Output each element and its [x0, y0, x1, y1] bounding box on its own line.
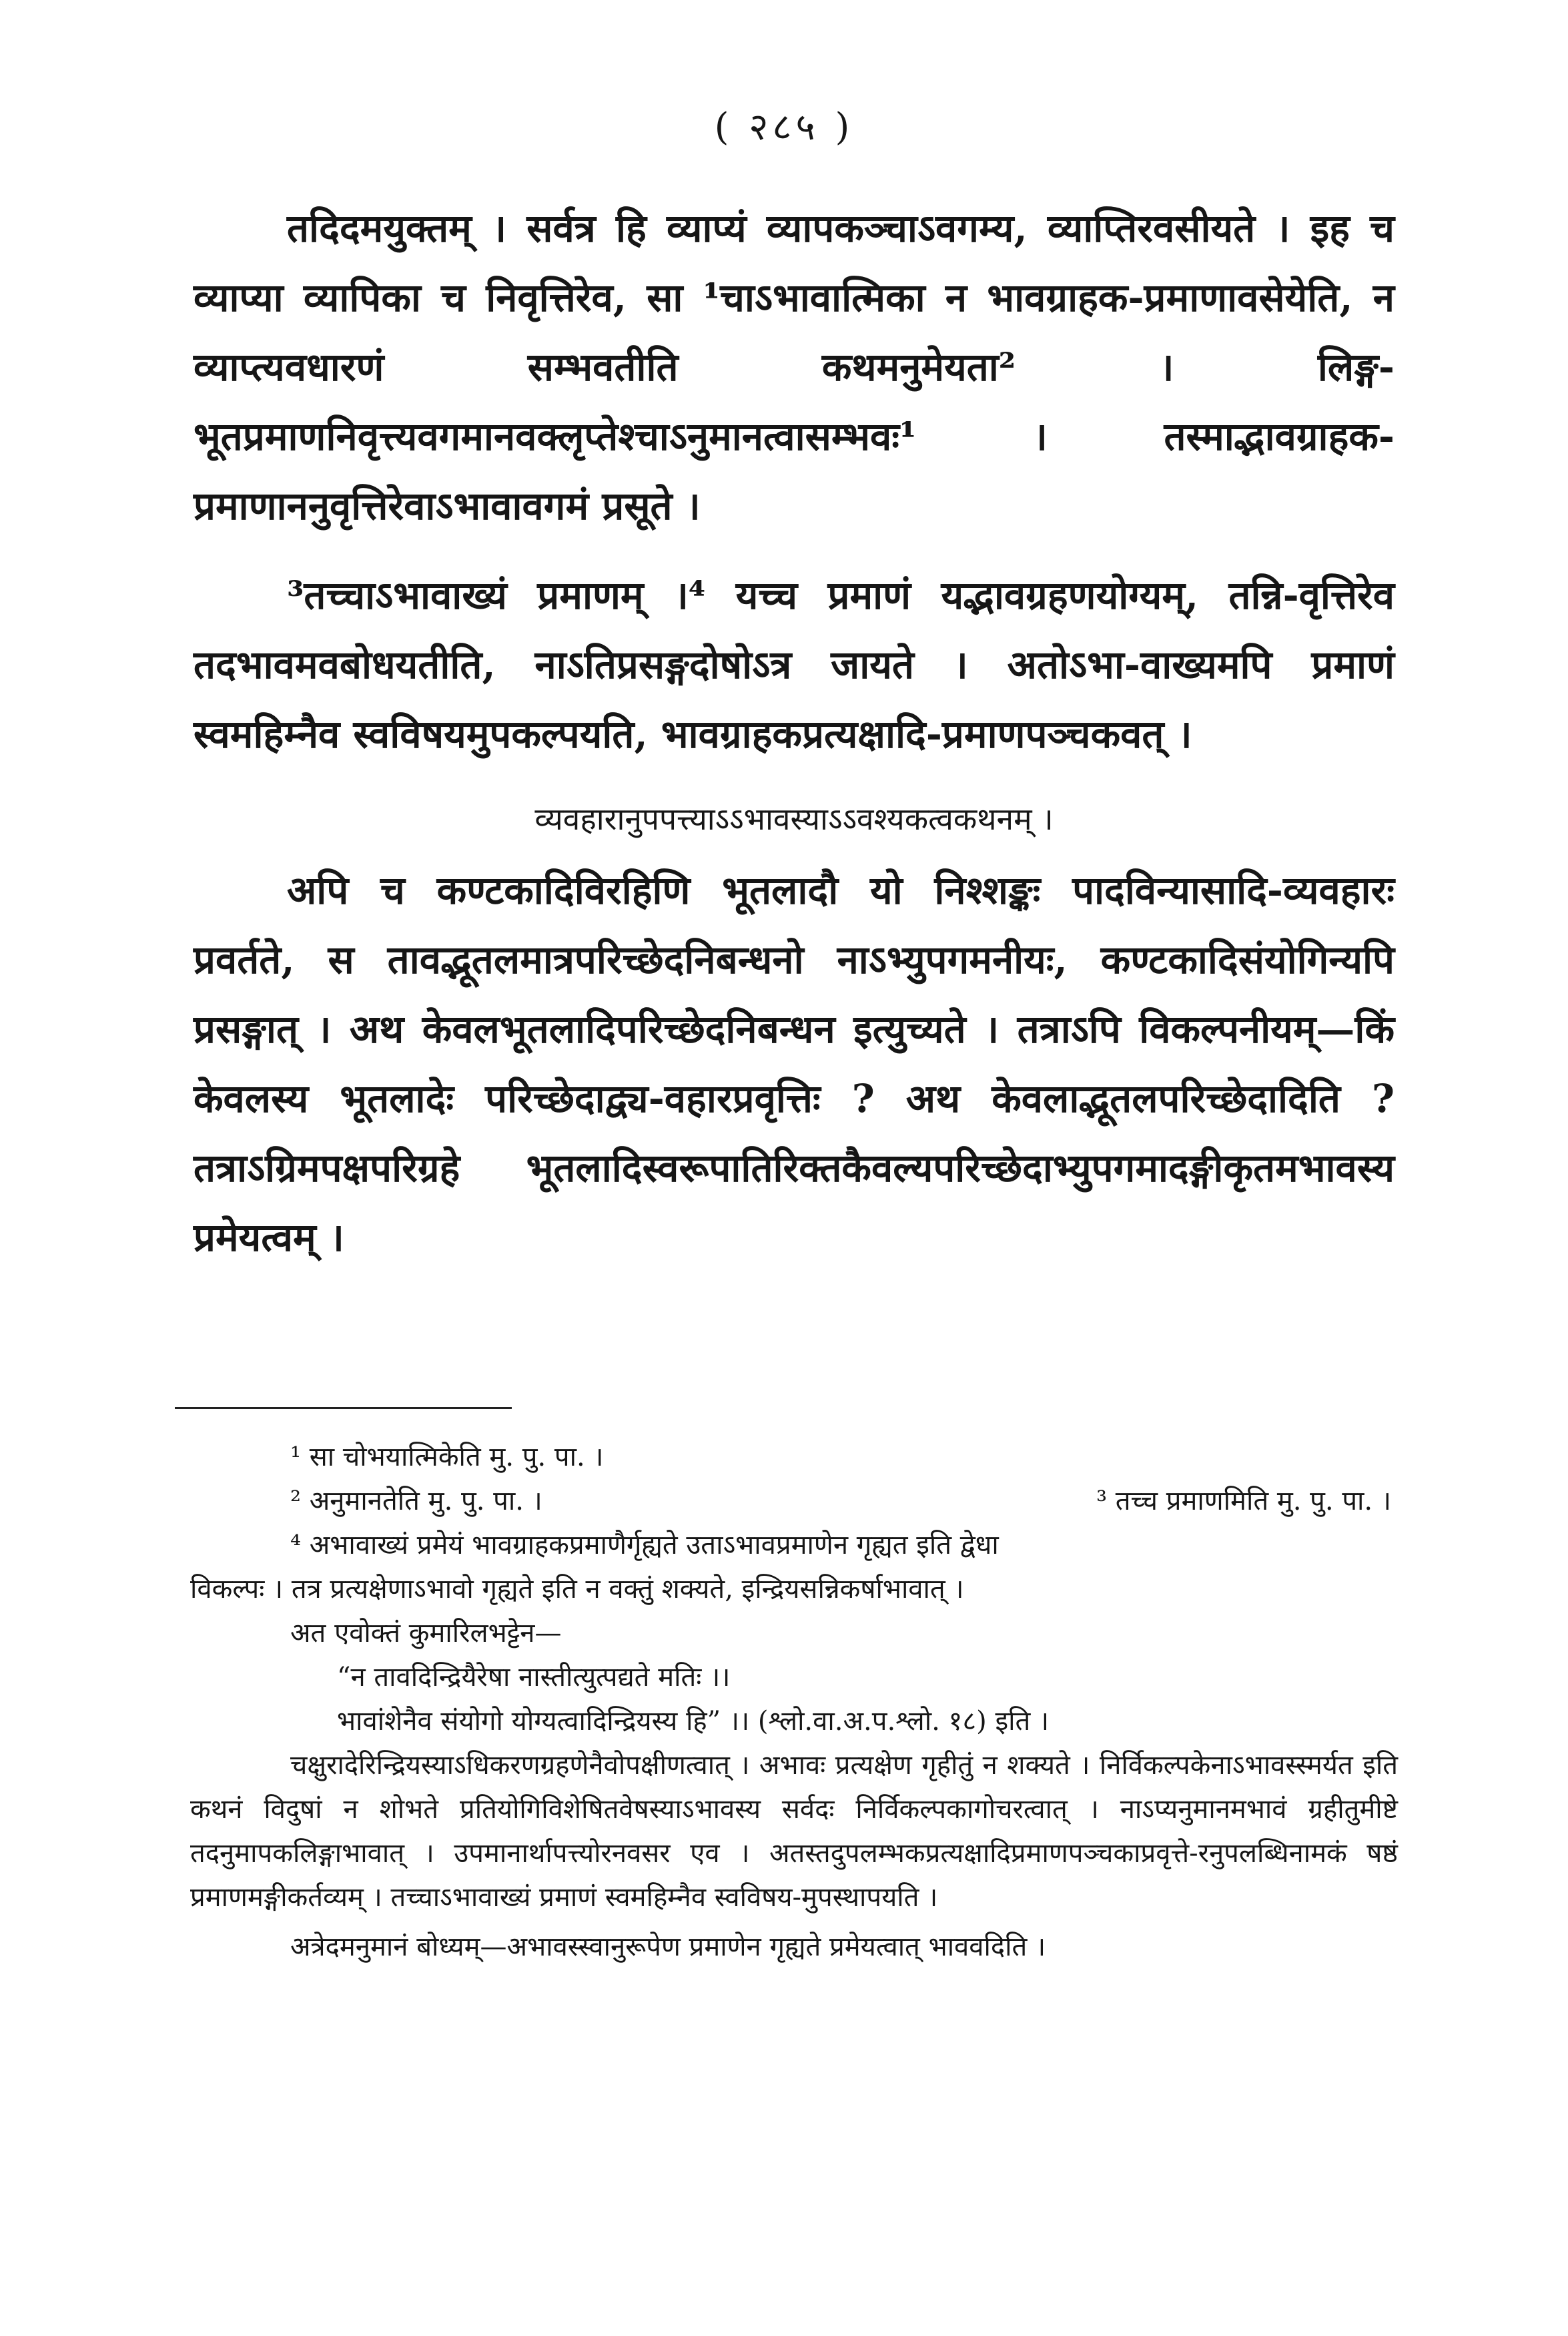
footnote-verse-2: भावांशेनैव संयोगो योग्यत्वादिन्द्रियस्य हि” ।। (श्लो.वा.अ.प.श्लो. १८) इति । — [337, 1706, 1050, 1737]
footnote-3: ³ तच्च प्रमाणमिति मु. पु. पा. । — [1096, 1486, 1391, 1516]
footnote-4-continuation: विकल्पः । तत्र प्रत्यक्षेणाऽभावो गृह्यते इति न वक्तुं शक्यते, इन्द्रियसन्निकर्षाभावात् । — [190, 1574, 964, 1604]
footnote-4-intro: अत एवोक्तं कुमारिलभट्टेन— — [290, 1618, 562, 1649]
footnote-1: ¹ सा चोभयात्मिकेति मु. पु. पा. । — [290, 1442, 604, 1472]
footnote-4-paragraph: चक्षुरादेरिन्द्रियस्याऽधिकरणग्रहणेनैवोपक्षीणत्वात् । अभावः प्रत्यक्षेण गृहीतुं न शक्यते । निर्विकल्पकेनाऽभावस्स्मर्यत इति कथनं विदुषां न शोभते प्रतियोगिविशेषितवेषस्याऽभावस्य सर्वदः निर्विकल्पकागोचरत्वात् । नाऽप्यनुमानमभावं ग्रहीतुमीष्टे तदनुमापकलिङ्गाभावात् । उपमानार्थापत्त्योरनवसर एव । अतस्तदुपलम्भकप्रत्यक्षादिप्रमाणपञ्चकाप्रवृत्ते-रनुपलब्धिनामकं षष्ठं प्रमाणमङ्गीकर्तव्यम् । तच्चाऽभावाख्यं प्रमाणं स्वमहिम्नैव स्वविषय-मुपस्थापयति । — [190, 1750, 1398, 1913]
main-text — [193, 194, 1395, 1292]
footnote-divider — [175, 1407, 512, 1409]
page-number: ( २८५ ) — [714, 105, 854, 149]
footnote-verse-1: “न तावदिन्द्रियैरेषा नास्तीत्युत्पद्यते मतिः ।। — [337, 1662, 731, 1693]
footnotes — [190, 1435, 1398, 1969]
footnote-4-start: ⁴ अभावाख्यं प्रमेयं भावग्राहकप्रमाणैर्गृह्यते उताऽभावप्रमाणेन गृह्यत इति द्वेधा — [290, 1530, 999, 1560]
paragraph-3: अपि च कण्टकादिविरहिणि भूतलादौ यो निश्शङ्कः पादविन्यासादि-व्यवहारः प्रवर्तते, स तावद्भूतलमात्रपरिच्छेदनिबन्धनो नाऽभ्युपगमनीयः, कण्टकादिसंयोगिन्यपि प्रसङ्गात् । अथ केवलभूतलादिपरिच्छेदनिबन्धन इत्युच्यते । तत्राऽपि विकल्पनीयम्—किं केवलस्य भूतलादेः परिच्छेदाद्व्य-वहारप्रवृत्तिः ? अथ केवलाद्भूतलपरिच्छेदादिति ? तत्राऽग्रिमपक्षपरिग्रहे भूतलादिस्वरूपातिरिक्तकैवल्यपरिच्छेदाभ्युपगमादङ्गीकृतमभावस्य प्रमेयत्वम् । — [193, 868, 1395, 1260]
footnote-row-2-3 — [190, 1479, 1398, 1523]
paragraph-2: ³तच्चाऽभावाख्यं प्रमाणम् ।⁴ यच्च प्रमाणं यद्भावग्रहणयोग्यम्, तन्नि-वृत्तिरेव तदभावमवबोधयतीति, नाऽतिप्रसङ्गदोषोऽत्र जायते । अतोऽभा-वाख्यमपि प्रमाणं स्वमहिम्नैव स्वविषयमुपकल्पयति, भावग्राहकप्रत्यक्षादि-प्रमाणपञ्चकवत् । — [193, 573, 1395, 757]
paragraph-1: तदिदमयुक्तम् । सर्वत्र हि व्याप्यं व्यापकञ्चाऽवगम्य, व्याप्तिरवसीयते । इह च व्याप्या व्यापिका च निवृत्तिरेव, सा ¹चाऽभावात्मिका न भावग्राहक-प्रमाणावसेयेति, न व्याप्त्यवधारणं सम्भवतीति कथमनुमेयता² । लिङ्ग-भूतप्रमाणनिवृत्त्यवगमानवक्लृप्तेश्चाऽनुमानत्वासम्भवः¹ । तस्माद्भावग्राहक-प्रमाणाननुवृत्तिरेवाऽभावावगमं प्रसूते । — [193, 206, 1395, 529]
footnote-4-last: अत्रेदमनुमानं बोध्यम्—अभावस्स्वानुरूपेण प्रमाणेन गृह्यते प्रमेयत्वात् भाववदिति । — [290, 1932, 1046, 1962]
footnote-2: ² अनुमानतेति मु. पु. पा. । — [290, 1486, 542, 1516]
section-heading: व्यवहारानुपपत्त्याऽऽभावस्याऽऽवश्यकत्वकथनम् । — [534, 801, 1054, 837]
